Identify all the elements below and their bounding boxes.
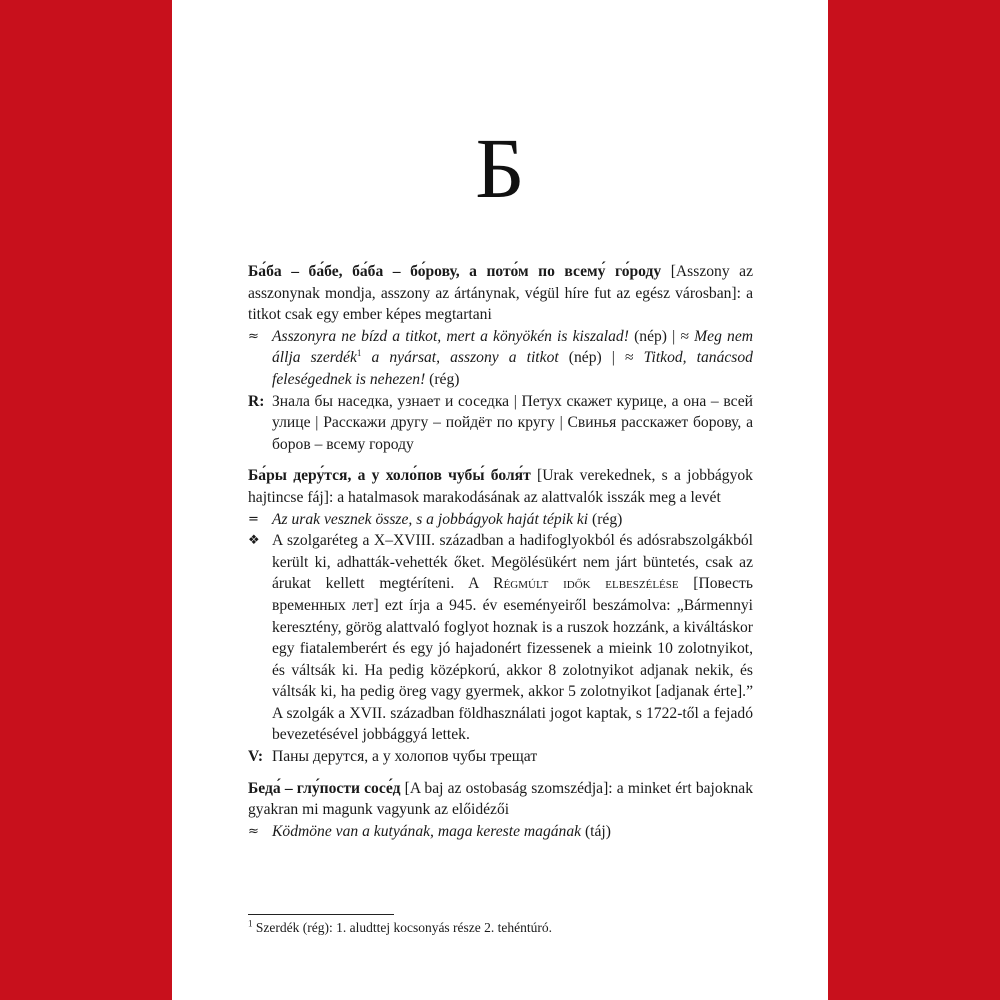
dictionary-entry — [248, 778, 753, 843]
proverb: Ködmöne van a kutyának, maga kereste magának — [272, 822, 582, 840]
approx-mark-inline: ≈ — [625, 349, 644, 367]
proverb: Az urak vesznek össze, s a jobbágyok haját tépik ki — [272, 510, 589, 528]
variant — [248, 746, 753, 768]
chapter-letter: Б — [475, 120, 525, 216]
equal-mark: = — [248, 511, 259, 527]
note-diamond-icon: ❖ — [248, 533, 260, 549]
literal-translation: [Urak verekednek, s a jobbágyok hajtincse fáj]: a hatalmasok marakodásának az alattvalók isszák meg a levét — [248, 467, 753, 506]
footnote-ref: 1 — [356, 348, 362, 359]
dictionary-content — [248, 261, 753, 852]
note-text: A szolgaréteg a X–XVIII. században a hadifoglyokból és adósrabszolgákból került ki, adhatták-vehették őket. Megölésükért nem járt büntetés, csak az árukat kellett megtéríteni. A — [272, 532, 753, 593]
proverb-equivalents — [248, 821, 753, 843]
usage-tag: (táj) — [581, 822, 611, 840]
literal-translation: [Asszony az asszonynak mondja, asszony az ártánynak, végül híre fut az egész városban]: a titkot csak egy ember képes megtartani — [248, 263, 753, 324]
approx-mark: ≈ — [248, 823, 259, 839]
cultural-note — [248, 530, 753, 746]
russian-text: Знала бы наседка, узнает и соседка | Петух скажет курице, а она – всей улице | Расскажи другу – пойдёт по кругу | Свинья расскажет борову, а боров – всему городу — [272, 392, 753, 453]
usage-tag: (nép) | — [558, 349, 626, 367]
entry-heading — [248, 778, 753, 821]
variant-text: Паны дерутся, а у холопов чубы трещат — [272, 748, 538, 766]
approx-mark: ≈ — [248, 328, 259, 344]
usage-tag: (nép) | — [628, 327, 681, 345]
russian-variants — [248, 391, 753, 456]
proverb: Meg nem állja szerdék — [272, 327, 753, 367]
footnote — [248, 919, 753, 937]
usage-tag: (rég) — [588, 510, 623, 528]
headword: Ба́ба – ба́бе, ба́ба – бо́рову, а пото́м по всему́ го́роду — [248, 263, 662, 280]
proverb: Titkod, tanácsod feleségednek is nehezen! — [272, 349, 753, 388]
variant-label: V: — [248, 748, 264, 766]
russian-label: R: — [248, 392, 265, 410]
literal-translation: [A baj az ostobaság szomszédja]: a minket ért bajoknak gyakran mi magunk vagyunk az előidézői — [248, 779, 754, 819]
entry-heading — [248, 465, 753, 508]
entry-heading — [248, 261, 753, 326]
exact-equivalent — [248, 509, 753, 531]
approx-mark-inline: ≈ — [680, 327, 695, 345]
source-title: Régmúlt idők elbeszélése — [493, 575, 679, 593]
headword: Ба́ры деру́тся, а у холо́пов чубы́ боля́т — [248, 467, 531, 485]
footnote-text: Szerdék (rég): 1. aludttej kocsonyás része 2. tehéntúró. — [252, 920, 553, 935]
proverb: Asszonyra ne bízd a titkot, mert a könyökén is kiszalad! — [272, 327, 629, 345]
note-text-continued: [Повесть временных лет] ezt írja a 945. év eseményeiről beszámolva: „Bármennyi keresztény, görög alattvaló foglyot hoznak is a ruszok hozzánk, a kiváltáskor egy fiatalemberért és egy jó hajadonért fizessenek a mieink 10 zolotnyikot, és váltsák ki. Ha pedig középkorú, akkor 8 zolotnyikot adjanak nekik, és váltsák ki, ha pedig öreg vagy gyermek, akkor 5 zolotnyikot [adjanak érte].” A szolgák a XVII. században földhasználati jogot kaptak, s 1722-től a fejadó bevezetésével jobbággyá lettek. — [272, 575, 753, 744]
proverb-equivalents — [248, 326, 753, 391]
footnote-divider — [248, 914, 394, 915]
proverb-continued: a nyársat, asszony a titkot — [361, 349, 559, 367]
usage-tag: (rég) — [425, 370, 460, 388]
dictionary-entry — [248, 261, 753, 455]
book-page — [172, 0, 828, 1000]
dictionary-entry — [248, 465, 753, 767]
footnote-number: 1 — [248, 918, 253, 929]
headword: Беда́ – глу́пости сосе́д — [248, 779, 401, 797]
